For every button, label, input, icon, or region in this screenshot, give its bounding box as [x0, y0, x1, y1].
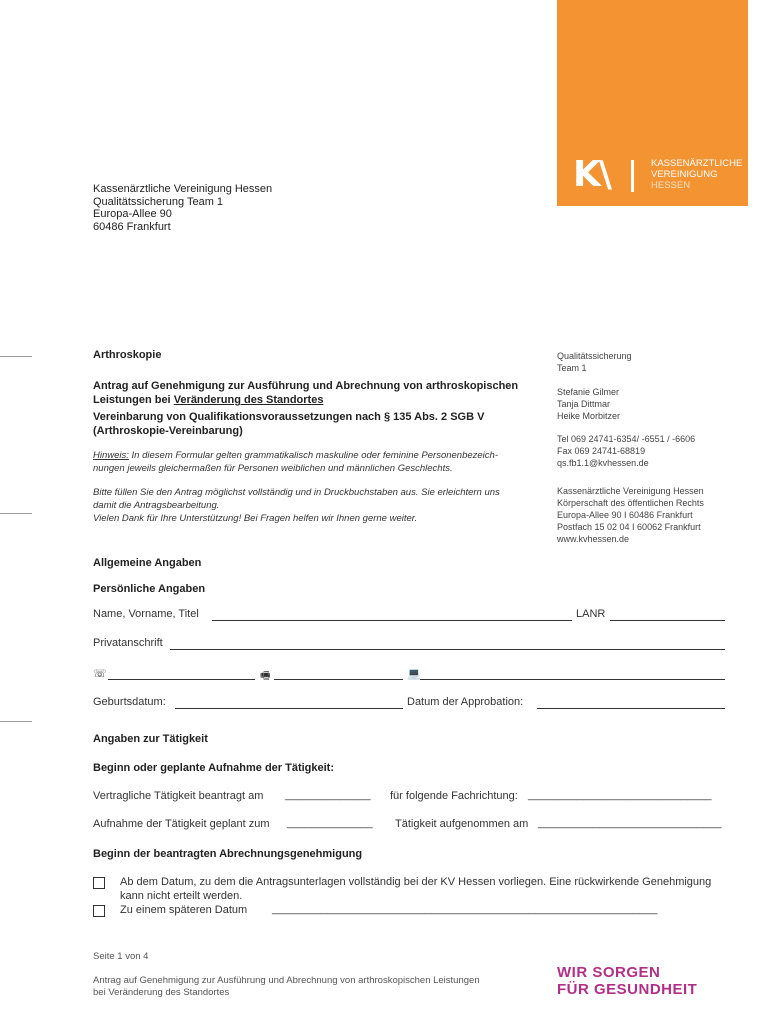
address-line: Europa-Allee 90: [93, 208, 172, 220]
slogan-line-1: WIR SORGEN: [557, 964, 661, 981]
contact-person: Tanja Dittmar: [557, 399, 611, 409]
address-field[interactable]: [170, 649, 725, 650]
heading-begin: Beginn oder geplante Aufnahme der Tätigkeit:: [93, 762, 335, 774]
heading-activity: Angaben zur Tätigkeit: [93, 733, 208, 745]
subtitle-line-1: Vereinbarung von Qualifikationsvoraussetzungen nach § 135 Abs. 2 SGB V: [93, 411, 485, 423]
specialty-field[interactable]: ______________________________: [528, 789, 712, 801]
instruction-line: Vielen Dank für Ihre Unterstützung! Bei Fragen helfen wir Ihnen gerne weiter.: [93, 513, 418, 524]
fax-field[interactable]: [274, 679, 403, 680]
start-label: Aufnahme der Tätigkeit geplant zum: [93, 818, 270, 830]
org-line: Postfach 15 02 04 I 60062 Frankfurt: [557, 522, 701, 532]
approbation-field[interactable]: [537, 708, 725, 709]
heading-billing: Beginn der beantragten Abrechnungsgenehmigung: [93, 848, 363, 860]
org-website[interactable]: www.kvhessen.de: [557, 534, 630, 544]
contact-person: Stefanie Gilmer: [557, 387, 620, 397]
dept-line: Team 1: [557, 363, 587, 373]
fold-mark: [0, 356, 32, 357]
logo-line-3: HESSEN: [651, 180, 691, 191]
contact-people: [557, 386, 620, 422]
form-title: [93, 379, 518, 407]
option-1-line-1: Ab dem Datum, zu dem die Antragsunterlagen vollständig bei der KV Hessen vorliegen. Eine rückwirkende Genehmigung: [120, 876, 712, 888]
fax-icon: 🖷: [260, 670, 271, 682]
option-2-text: Zu einem späteren Datum: [120, 904, 248, 916]
instruction-line: damit die Antragsbearbeitung.: [93, 500, 220, 511]
started-label: Tätigkeit aufgenommen am: [395, 818, 529, 830]
kv-logo-text: [651, 158, 742, 191]
subtitle-line-2: (Arthroskopie-Vereinbarung): [93, 425, 243, 437]
contact-department: [557, 350, 632, 374]
started-date-field[interactable]: ______________________________: [538, 817, 722, 829]
section-label: Arthroskopie: [93, 349, 162, 361]
hint-text: [93, 449, 553, 475]
contact-org: [557, 485, 704, 545]
hint-text-1: In diesem Formular gelten grammatikalisch maskuline oder feminine Personenbezeich-: [128, 450, 498, 461]
org-line: Europa-Allee 90 I 60486 Frankfurt: [557, 510, 693, 520]
contact-numbers: [557, 433, 695, 469]
specialty-label: für folgende Fachrichtung:: [390, 790, 518, 802]
logo-line-1: KASSENÄRZTLICHE: [651, 158, 743, 169]
footer-doc-line: Antrag auf Genehmigung zur Ausführung und Abrechnung von arthroskopischen Leistungen: [93, 975, 480, 986]
contact-tel: Tel 069 24741-6354/ -6551 / -6606: [557, 434, 696, 444]
address-line: 60486 Frankfurt: [93, 220, 171, 233]
slogan-line-2: FÜR GESUNDHEIT: [557, 981, 698, 998]
title-underlined: Veränderung des Standortes: [173, 394, 324, 406]
later-date-field[interactable]: _______________________________________________________________: [272, 903, 658, 915]
title-line-2: [93, 393, 518, 407]
name-field[interactable]: [212, 620, 572, 621]
checkbox-option-2[interactable]: [93, 905, 105, 917]
phone-field[interactable]: [108, 679, 255, 680]
heading-personal: Persönliche Angaben: [93, 583, 206, 595]
page-number: Seite 1 von 4: [93, 951, 149, 962]
footer-doc-title: [93, 975, 480, 999]
org-line: Kassenärztliche Vereinigung Hessen: [557, 486, 704, 496]
instruction-line: Bitte füllen Sie den Antrag möglichst vollständig und in Druckbuchstaben aus. Sie erleichtern uns: [93, 487, 500, 498]
lanr-field[interactable]: [610, 620, 725, 621]
footer-doc-line: bei Veränderung des Standortes: [93, 987, 230, 998]
lanr-label: LANR: [576, 608, 606, 620]
fold-mark: [0, 721, 32, 722]
contact-fax: Fax 069 24741-68819: [557, 446, 646, 456]
logo-line-2: VEREINIGUNG: [651, 169, 718, 180]
kv-logo-mark: K\: [573, 154, 611, 195]
name-label: Name, Vorname, Titel: [93, 608, 199, 620]
address-label: Privatanschrift: [93, 637, 163, 649]
email-field[interactable]: [420, 679, 725, 680]
form-subtitle: [93, 410, 484, 438]
fold-mark: [0, 513, 32, 514]
contact-person: Heike Morbitzer: [557, 411, 621, 421]
title-prefix: Leistungen bei: [93, 394, 174, 406]
birthdate-label: Geburtsdatum:: [93, 696, 166, 708]
heading-general: Allgemeine Angaben: [93, 557, 202, 569]
hint-text-2: nungen jeweils gleichermaßen für Personen weiblichen und männlichen Geschlechts.: [93, 463, 453, 474]
contract-label: Vertragliche Tätigkeit beantragt am: [93, 790, 264, 802]
start-date-field[interactable]: ______________: [287, 817, 373, 829]
checkbox-option-1[interactable]: [93, 877, 105, 889]
email-icon: 💻: [407, 668, 421, 680]
hint-label: Hinweis:: [93, 450, 129, 461]
approbation-label: Datum der Approbation:: [407, 696, 524, 708]
instructions: [93, 486, 553, 525]
address-line: Kassenärztliche Vereinigung Hessen: [93, 183, 273, 195]
phone-icon: ☏: [93, 668, 107, 680]
option-1-line-2: kann nicht erteilt werden.: [120, 890, 243, 902]
dept-line: Qualitätssicherung: [557, 351, 632, 361]
slogan: [557, 964, 697, 998]
address-line: Qualitätssicherung Team 1: [93, 195, 224, 208]
birthdate-field[interactable]: [175, 708, 403, 709]
contract-date-field[interactable]: ______________: [285, 789, 371, 801]
contact-email[interactable]: qs.fb1.1@kvhessen.de: [557, 458, 649, 468]
recipient-address: [93, 183, 272, 233]
title-line-1: Antrag auf Genehmigung zur Ausführung und Abrechnung von arthroskopischen: [93, 380, 519, 392]
org-line: Körperschaft des öffentlichen Rechts: [557, 498, 704, 508]
kv-logo-bar: [631, 160, 634, 192]
option-1-text: [120, 875, 711, 903]
